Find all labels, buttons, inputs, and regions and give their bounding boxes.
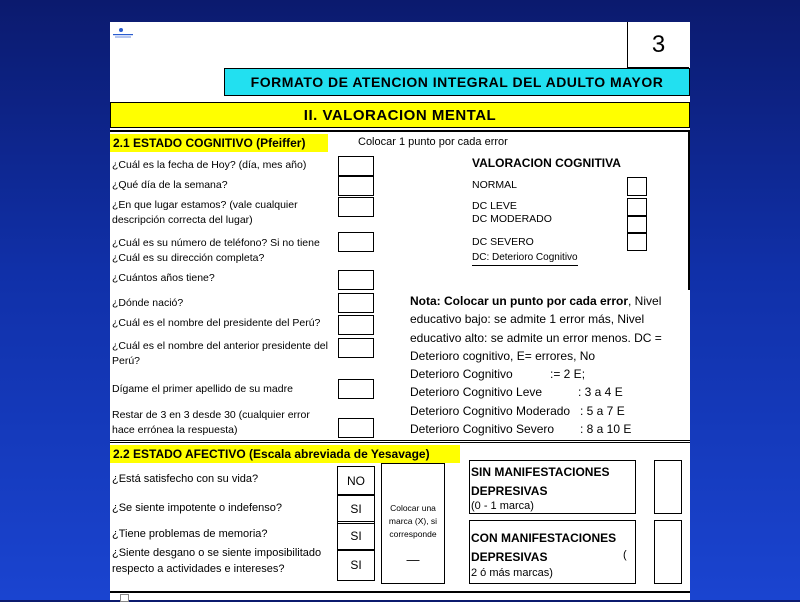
note-r3-label: Deterioro Cognitivo Moderado [410, 403, 571, 418]
con-range: 2 ó más marcas) [471, 567, 553, 579]
answer-box-2[interactable] [338, 176, 374, 196]
question-6: ¿Dónde nació? [112, 297, 184, 309]
answer-box-1[interactable] [338, 156, 374, 176]
sin-range: (0 - 1 marca) [471, 500, 534, 512]
answer-box-3[interactable] [338, 197, 374, 217]
con-title: CON MANIFESTACIONES DEPRESIVAS [471, 531, 617, 564]
mark-column[interactable] [381, 463, 445, 584]
corner-marker [120, 594, 129, 602]
divider [110, 591, 690, 593]
note-r2-label: Deterioro Cognitivo Leve [410, 385, 543, 400]
answer-box-8[interactable] [338, 338, 374, 358]
answer-box-10[interactable] [338, 418, 374, 438]
vc-severo-label: DC SEVERO [472, 236, 534, 248]
scoring-note [410, 292, 688, 438]
divider [110, 440, 690, 443]
answer-box-4[interactable] [338, 232, 374, 252]
mark-dash: — [406, 552, 420, 567]
note-r4-label: Deterioro Cognitivo Severo [410, 422, 555, 437]
answer-box-7[interactable] [338, 315, 374, 335]
answer-box-5[interactable] [338, 270, 374, 290]
valoracion-title: VALORACION COGNITIVA [472, 156, 621, 170]
question-3: ¿En que lugar estamos? (vale cualquier descripción correcta del lugar) [112, 199, 298, 226]
form-title: FORMATO DE ATENCION INTEGRAL DEL ADULTO MAYOR [224, 68, 690, 96]
divider [110, 130, 690, 132]
section-title: II. VALORACION MENTAL [110, 102, 690, 128]
yesavage-question-2: ¿Se siente impotente o indefenso? [112, 502, 283, 514]
cognitive-instruction: Colocar 1 punto por cada error [358, 136, 508, 148]
yesavage-answer-2[interactable]: SI [337, 494, 375, 524]
vc-severo-box[interactable] [627, 232, 647, 251]
yesavage-question-4: ¿Siente desgano o se siente imposibilitado respecto a actividades e intereses? [112, 547, 322, 575]
note-r3-value: : 5 a 7 E [580, 403, 625, 418]
answer-box-9[interactable] [338, 379, 374, 399]
institution-logo [112, 26, 134, 38]
yesavage-answer-3[interactable]: SI [337, 521, 375, 551]
question-8: ¿Cuál es el nombre del anterior presidente del Perú? [112, 340, 328, 367]
note-r1-value: := 2 E; [550, 367, 586, 382]
vc-moderado-label: DC MODERADO [472, 213, 552, 225]
mark-instruction: Colocar una marca (X), si corresponde [388, 503, 438, 539]
yesavage-question-3: ¿Tiene problemas de memoria? [112, 528, 268, 540]
question-5: ¿Cuántos años tiene? [112, 272, 215, 284]
question-1: ¿Cuál es la fecha de Hoy? (día, mes año) [112, 159, 307, 171]
con-paren: ( [623, 549, 627, 561]
note-r2-value: : 3 a 4 E [578, 385, 623, 400]
cognitive-heading: 2.1 ESTADO COGNITIVO (Pfeiffer) [110, 134, 328, 152]
panel-border [688, 130, 690, 290]
vc-normal-box[interactable] [627, 177, 647, 196]
con-checkbox[interactable] [654, 520, 682, 584]
note-r4-value: : 8 a 10 E [580, 422, 632, 437]
note-r1-label: Deterioro Cognitivo [410, 367, 513, 382]
question-2: ¿Qué día de la semana? [112, 179, 228, 191]
yesavage-question-1: ¿Está satisfecho con su vida? [112, 473, 259, 485]
vc-normal-label: NORMAL [472, 179, 517, 191]
question-9: Dígame el primer apellido de su madre [112, 383, 293, 395]
affective-heading: 2.2 ESTADO AFECTIVO (Escala abreviada de Yesavage) [110, 445, 460, 463]
vc-footnote: DC: Deterioro Cognitivo [472, 251, 578, 266]
form-sheet [110, 22, 690, 600]
question-4: ¿Cuál es su número de teléfono? Si no tiene ¿Cuál es su dirección completa? [112, 237, 320, 264]
con-manifestaciones-box [469, 520, 636, 584]
page-number: 3 [627, 22, 689, 68]
yesavage-answer-1[interactable]: NO [337, 466, 375, 496]
vc-leve-label: DC LEVE [472, 200, 517, 212]
sin-title: SIN MANIFESTACIONES DEPRESIVAS [471, 465, 610, 498]
note-text: , Nivel educativo bajo: se admite 1 error más, Nivel educativo alto: se admite un error menos. DC = Deterioro cognitivo, E= errores, No [410, 294, 662, 363]
question-10: Restar de 3 en 3 desde 30 (cualquier error hace errónea la respuesta) [112, 409, 310, 436]
sin-manifestaciones-box [469, 460, 636, 514]
answer-box-6[interactable] [338, 293, 374, 313]
question-7: ¿Cuál es el nombre del presidente del Perú? [112, 317, 321, 329]
yesavage-answer-4[interactable]: SI [337, 549, 375, 581]
note-bold: Nota: Colocar un punto por cada error [410, 294, 629, 308]
sin-checkbox[interactable] [654, 460, 682, 514]
